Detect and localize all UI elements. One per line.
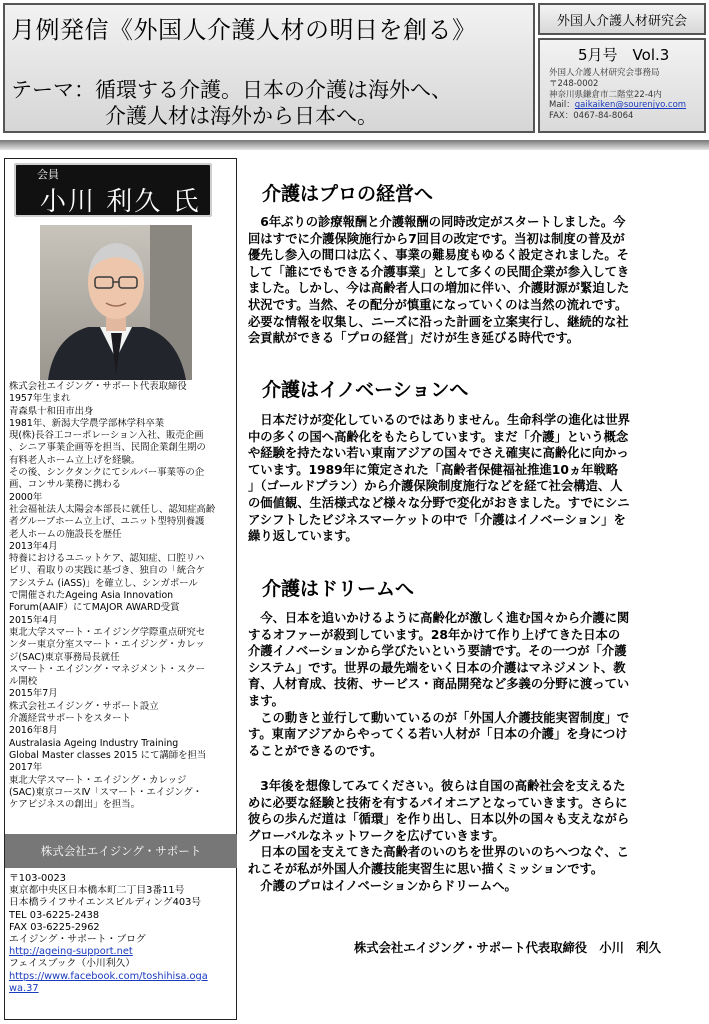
section-title-professional-management: 介護はプロの経営へ: [262, 183, 434, 205]
bio-line: 2015年4月: [9, 614, 58, 626]
bio-line: 、シニア事業企画等を担当、民間企業創生期の: [9, 442, 206, 454]
bio-line: 介護経営サポートをスタート: [9, 713, 131, 725]
facebook-label: フェイスブック（小川利久）: [9, 958, 136, 970]
office-address: 神奈川県鎌倉市二階堂22-4内: [549, 89, 662, 100]
paragraph-line: するオファーが殺到しています。28年かけて作り上げてきた日本の: [248, 627, 621, 642]
bio-line: 1957年生まれ: [9, 393, 71, 405]
bio-line: 2015年7月: [9, 688, 58, 700]
office-name: 外国人介護人材研究会事務局: [549, 68, 660, 78]
paragraph-line: 必要な情報を収集し、ニーズに沿った計画を立案実行し、継続的な社: [248, 314, 629, 329]
paragraph-line: 介護のプロはイノベーションからドリームへ。: [248, 878, 517, 893]
section-body-dream-closing: [248, 778, 694, 894]
paragraph-line: 」（ゴールドプラン）から介護保険制度施行などを経て社会構造、人: [248, 479, 623, 494]
bio-line: 画、コンサル業務に携わる: [9, 479, 122, 491]
company-address-2: 日本橋ライフサイエンスビルディング403号: [9, 897, 202, 909]
bio-line: 2016年8月: [9, 725, 58, 737]
blog-link[interactable]: http://ageing-support.net: [9, 946, 133, 958]
bio-line: ビリ、看取りの実践に基づき、独自の「統合ケ: [9, 565, 206, 577]
section-body-dream: [248, 610, 694, 759]
office-postal: 〒248-0002: [549, 78, 599, 89]
portrait-photo: [40, 225, 192, 380]
office-mail: [549, 100, 686, 111]
bio-line: 者グループホーム立上げ、ユニット型特別養護: [9, 516, 205, 528]
paragraph-line: 会貢献ができる「プロの経営」だけが生き延びる時代です。: [248, 331, 580, 346]
office-fax: FAX：0467-84-8064: [549, 111, 634, 122]
company-name: 株式会社エイジング・サポート: [40, 844, 202, 858]
paragraph-line: す。東南アジアからやってくる若い人材が「日本の介護」を身につけ: [248, 727, 628, 742]
mail-link[interactable]: gaikaiken@sourenjyo.com: [574, 100, 687, 111]
bio-line: ル開校: [9, 676, 38, 688]
bio-line: 東北大学スマート・エイジング学際重点研究セ: [9, 626, 206, 638]
paragraph-line: の価値観、生活様式など様々な分野で変化がおきました。すでにシニ: [248, 495, 630, 510]
bio-line: Australasia Ageing Industry Training: [9, 737, 179, 749]
bio-line: 1981年、新潟大学農学部林学科卒業: [9, 417, 165, 429]
mail-label: Mail：: [549, 100, 575, 111]
company-contact: [9, 873, 234, 995]
section-title-dream: 介護はドリームへ: [262, 578, 415, 600]
bio-line: (SAC)東京コースⅣ「スマート・エイジング・: [9, 786, 203, 798]
bio-line: 株式会社エイジング・サポート設立: [9, 700, 159, 712]
organization-name: [538, 3, 706, 35]
company-name-bar: [5, 834, 237, 868]
bio-line: 2013年4月: [9, 540, 58, 552]
paragraph-line: 回はすでに介護保険施行から7回目の改定です。当初は制度の普及が: [248, 231, 625, 246]
paragraph-line: 繰り返しています。: [248, 529, 358, 544]
paragraph-line: 6年ぶりの診療報酬と介護報酬の同時改定がスタートしました。今: [248, 215, 626, 229]
paragraph-line: れこそが私が外国人介護技能実習生に思い描くミッションです。: [248, 861, 604, 876]
bio-line: 老人ホームの施設長を歴任: [9, 528, 122, 540]
bio-line: 東北大学スマート・エイジング・カレッジ: [9, 774, 187, 786]
bio-line: スマート・エイジング・マネジメント・スクー: [9, 663, 205, 675]
bio-line: Forum(AAIF）にてMAJOR AWARD受賞: [9, 602, 180, 614]
paragraph-line: 中の多くの国へ高齢化をもたらしています。まだ「介護」という概念: [248, 429, 629, 444]
company-fax: FAX 03-6225-2962: [9, 921, 100, 933]
bio-line: Global Master classes 2015 にて講師を担当: [9, 749, 207, 761]
bio-line: 青森県十和田市出身: [9, 405, 94, 417]
paragraph-line: ました。しかし、今は高齢者人口の増加に伴い、介護財源が緊迫した: [248, 281, 630, 296]
theme-line-2: 介護人材は海外から日本へ。: [105, 104, 378, 128]
header-divider: [0, 140, 709, 150]
paragraph-line: 日本だけが変化しているのではありません。生命科学の進化は世界: [248, 413, 630, 427]
paragraph-line: 優先し参入の間口は広く、事業の難易度もゆるく設定されました。そ: [248, 248, 629, 263]
bio-line: ケアビジネスの創出」を担当。: [9, 799, 140, 811]
paragraph-line: や経験を持たない若い東南アジアの国々でさえ確実に高齢化に向かっ: [248, 446, 629, 461]
bio-line: ンター東京分室スマート・エイジング・カレッ: [9, 639, 205, 651]
newsletter-title: 月例発信《外国人介護人材の明日を創る》: [11, 16, 477, 44]
paragraph-line: システム」です。世界の最先端をいく日本の介護はマネジメント、教: [248, 660, 626, 675]
bio-line: その後、シンクタンクにてシルバー事業等の企: [9, 467, 205, 479]
paragraph-line: 介護イノベーションから学びたいという要請です。その一つが「介護: [248, 644, 627, 659]
paragraph-line: 3年後を想像してみてください。彼らは自国の高齢社会を支えるた: [248, 779, 626, 793]
bio-line: ジ(SAC)東京事務局長就任: [9, 651, 120, 663]
author-signature: 株式会社エイジング・サポート代表取締役 小川 利久: [354, 941, 661, 955]
paragraph-line: めに必要な経験と技術を有するパイオニアとなっていきます。さらに: [248, 795, 628, 810]
organization-name-text: 外国人介護人材研究会: [556, 13, 687, 29]
paragraph-line: 今、日本を追いかけるように高齢化が激しく進む国々から介護に関: [248, 611, 630, 625]
theme-line-1: テーマ：循環する介護。日本の介護は海外へ、: [11, 78, 452, 102]
paragraph-line: 状況です。当然、その配分が慎重になっていくのは当然の流れです。: [248, 297, 628, 312]
paragraph-line: ることができるのです。: [248, 743, 383, 758]
bio-line: 有料老人ホーム立上げを経験。: [9, 454, 141, 466]
paragraph-line: 日本の国を支えてきた高齢者のいのちを世界のいのちへつなぐ、こ: [248, 845, 629, 860]
company-postal: 〒103-0023: [9, 873, 66, 884]
company-address-1: 東京都中央区日本橋本町二丁目3番11号: [9, 885, 185, 897]
facebook-link[interactable]: https://www.facebook.com/toshihisa.oga: [9, 970, 208, 982]
section-body-professional-management: [248, 214, 694, 347]
section-body-innovation: [248, 412, 694, 545]
paragraph-line: アシフトしたビジネスマーケットの中で「介護はイノベーション」を: [248, 512, 626, 527]
profile-biography: [9, 381, 234, 811]
bio-line: 特養におけるユニットケア、認知症、口腔リハ: [9, 553, 205, 565]
paragraph-line: ます。: [248, 693, 284, 708]
paragraph-line: ています。1989年に策定された「高齢者保健福祉推進10ヵ年戦略: [248, 462, 619, 477]
bio-line: 2017年: [9, 762, 43, 774]
blog-label: エイジング・サポート・ブログ: [9, 934, 146, 946]
issue-number: 5月号 Vol.3: [578, 46, 670, 64]
section-title-innovation: 介護はイノベーションへ: [262, 379, 469, 401]
member-label: 会員: [37, 168, 59, 181]
office-contact: [549, 68, 686, 122]
bio-line: 社会福祉法人太陽会本部長に就任し、認知症高齢: [9, 503, 216, 515]
paragraph-line: 育、人材育成、技術、サービス・商品開発など多義の分野に渡ってい: [248, 677, 630, 692]
company-tel: TEL 03-6225-2438: [9, 909, 100, 921]
paragraph-line: この動きと並行して動いているのが「外国人介護技能実習制度」で: [248, 710, 630, 725]
paragraph-line: グローバルなネットワークを広げていきます。: [248, 828, 505, 843]
paragraph-line: 彼らの歩んだ道は「循環」を作り出し、日本以外の国々も支えながら: [248, 812, 630, 827]
paragraph-line: して「誰にでもできる介護事業」として多くの民間企業が参入してき: [248, 264, 630, 279]
member-name: 小川 利久 氏: [40, 187, 201, 217]
bio-line: で開催されたAgeing Asia Innovation: [9, 590, 174, 602]
bio-line: アシステム (iASS)」を確立し、シンガポール: [9, 577, 198, 589]
bio-line: 現(株)長谷工コーポレーション入社、販売企画: [9, 430, 204, 442]
bio-line: 2000年: [9, 491, 43, 503]
bio-line: 株式会社エイジング・サポート代表取締役: [9, 381, 187, 392]
facebook-link-continued[interactable]: wa.37: [9, 982, 39, 994]
